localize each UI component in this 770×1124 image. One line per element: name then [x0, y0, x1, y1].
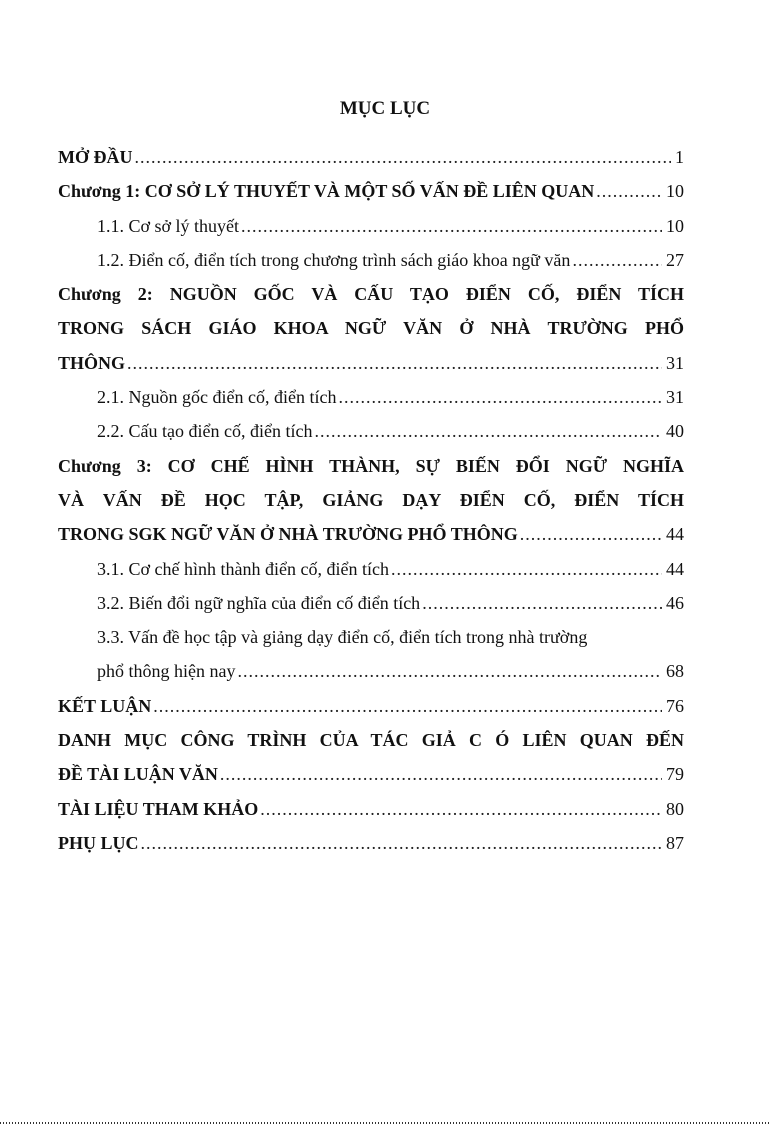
- toc-entry-label: KẾT LUẬN: [58, 695, 152, 716]
- toc-entry-label: 3.1. Cơ chế hình thành điển cố, điển tích: [97, 558, 389, 579]
- toc-entry-label: Chương 3: CƠ CHẾ HÌNH THÀNH, SỰ BIẾN ĐỔI NGỮ NGHĨA: [58, 455, 684, 476]
- dot-leader: [127, 346, 662, 380]
- toc-entry-label: 3.3. Vấn đề học tập và giảng dạy điển cố, điển tích trong nhà trường: [97, 627, 588, 648]
- toc-entry-page: 46: [666, 592, 684, 613]
- toc-entry-ket-luan[interactable]: [58, 689, 684, 723]
- toc-entry-2-1[interactable]: [58, 380, 684, 414]
- toc-entry-mo-dau[interactable]: [58, 140, 684, 174]
- toc-entry-page: 44: [666, 524, 684, 545]
- toc-entry-label: 3.2. Biến đổi ngữ nghĩa của điển cố điển tích: [97, 592, 421, 613]
- toc-entry-3-1[interactable]: [58, 552, 684, 586]
- toc-entry-page: 27: [666, 249, 684, 270]
- toc-entry-label: TRONG SGK NGỮ VĂN Ở NHÀ TRƯỜNG PHỔ THÔNG: [58, 524, 518, 545]
- toc-entry-page: 87: [666, 832, 684, 853]
- toc-entry-label: PHỤ LỤC: [58, 832, 139, 853]
- toc-entry-page: 1: [675, 147, 684, 167]
- toc-entry-page: 80: [666, 798, 684, 819]
- toc-entry-3-3-line-1[interactable]: [58, 620, 684, 654]
- toc-entry-chuong-3-line-1[interactable]: [58, 449, 684, 483]
- toc-entry-1-1[interactable]: [58, 209, 684, 243]
- dot-leader: [237, 654, 662, 688]
- toc-entry-chuong-2-line-1[interactable]: [58, 277, 684, 311]
- dot-leader: [220, 757, 662, 791]
- toc-entry-page: 76: [666, 695, 684, 716]
- toc-entry-page: 10: [666, 215, 684, 236]
- toc-entry-label: THÔNG: [58, 352, 126, 373]
- toc-entry-label: phổ thông hiện nay: [97, 661, 236, 682]
- dot-leader: [572, 243, 662, 277]
- toc-entry-tai-lieu[interactable]: [58, 792, 684, 826]
- toc-title: MỤC LỤC: [339, 98, 431, 119]
- toc-entry-3-2[interactable]: [58, 586, 684, 620]
- dot-leader: [314, 414, 662, 448]
- toc-entry-page: 31: [666, 352, 684, 373]
- toc-entry-1-2[interactable]: [58, 243, 684, 277]
- toc-entry-label: TRONG SÁCH GIÁO KHOA NGỮ VĂN Ở NHÀ TRƯỜNG PHỔ: [58, 318, 684, 339]
- toc-entry-label: DANH MỤC CÔNG TRÌNH CỦA TÁC GIẢ C Ó LIÊN QUAN ĐẾN: [58, 730, 684, 751]
- toc-entry-page: 10: [666, 181, 684, 202]
- toc-entry-label: 2.2. Cấu tạo điển cố, điển tích: [97, 421, 313, 442]
- dot-leader: [391, 552, 662, 586]
- table-of-contents: [58, 140, 684, 860]
- toc-entry-label: TÀI LIỆU THAM KHẢO: [58, 798, 259, 819]
- toc-entry-page: 79: [666, 764, 684, 785]
- toc-entry-chuong-3-line-2[interactable]: [58, 483, 684, 517]
- toc-entry-chuong-3-line-3[interactable]: [58, 517, 684, 551]
- toc-entry-page: 40: [666, 421, 684, 442]
- dot-leader: [260, 792, 662, 826]
- dot-leader: [520, 517, 662, 551]
- toc-entry-label: Chương 2: NGUỒN GỐC VÀ CẤU TẠO ĐIỂN CỐ, ĐIỂN TÍCH: [58, 284, 684, 305]
- toc-entry-label: MỞ ĐẦU: [58, 147, 133, 167]
- toc-entry-danh-muc-line-2[interactable]: [58, 757, 684, 791]
- toc-entry-label: 1.2. Điển cố, điển tích trong chương trình sách giáo khoa ngữ văn: [97, 249, 571, 270]
- toc-entry-label: VÀ VẤN ĐỀ HỌC TẬP, GIẢNG DẠY ĐIỂN CỐ, ĐIỂN TÍCH: [58, 489, 684, 510]
- toc-entry-page: 44: [666, 558, 684, 579]
- toc-entry-label: 1.1. Cơ sở lý thuyết: [97, 215, 240, 236]
- toc-entry-chuong-2-line-2[interactable]: [58, 311, 684, 345]
- toc-entry-danh-muc-line-1[interactable]: [58, 723, 684, 757]
- toc-entry-label: 2.1. Nguồn gốc điển cố, điển tích: [97, 387, 337, 408]
- toc-entry-3-3-line-2[interactable]: [58, 654, 684, 688]
- toc-entry-page: 68: [666, 661, 684, 682]
- dot-leader: [141, 826, 663, 860]
- toc-entry-chuong-2-line-3[interactable]: [58, 346, 684, 380]
- toc-entry-phu-luc[interactable]: [58, 826, 684, 860]
- dot-leader: [241, 209, 662, 243]
- toc-entry-label: ĐỀ TÀI LUẬN VĂN: [58, 764, 218, 785]
- dot-leader: [596, 174, 662, 208]
- toc-entry-page: 31: [666, 387, 684, 408]
- dot-leader: [338, 380, 662, 414]
- toc-entry-2-2[interactable]: [58, 414, 684, 448]
- dot-leader: [135, 140, 672, 174]
- toc-entry-chuong-1[interactable]: [58, 174, 684, 208]
- dot-leader: [153, 689, 662, 723]
- dot-leader: [422, 586, 662, 620]
- toc-entry-label: Chương 1: CƠ SỞ LÝ THUYẾT VÀ MỘT SỐ VẤN ĐỀ LIÊN QUAN: [58, 181, 595, 202]
